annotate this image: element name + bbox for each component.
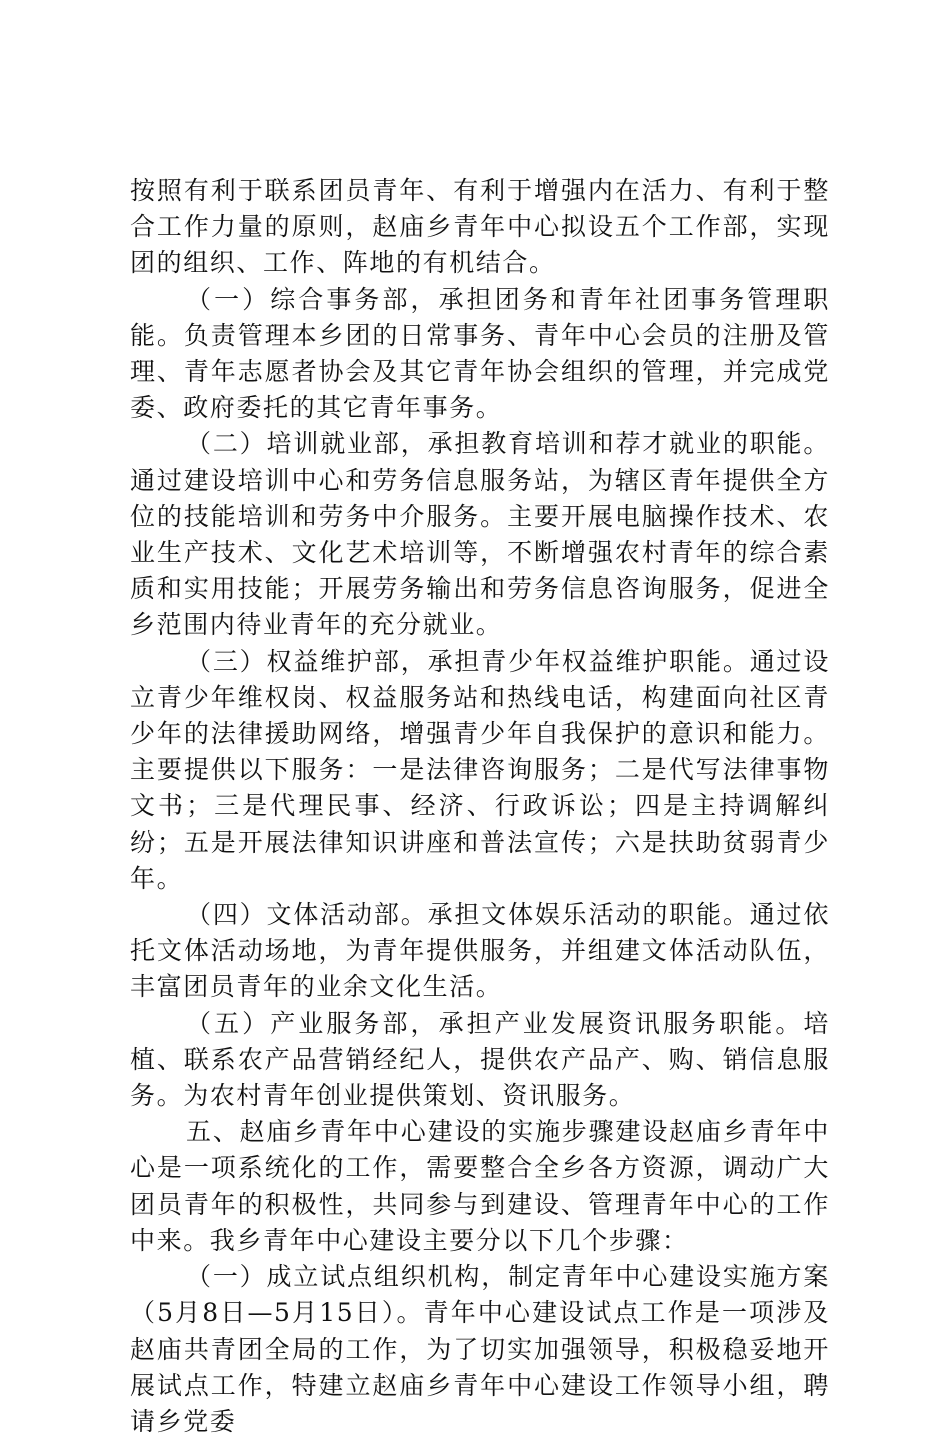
document-body	[130, 173, 830, 1440]
paragraph-rights-protection-dept: （三）权益维护部，承担青少年权益维护职能。通过设立青少年维权岗、权益服务站和热线电话，构建面向社区青少年的法律援助网络，增强青少年自我保护的意识和能力。主要提供以下服务：一是法律咨询服务；二是代写法律事物文书；三是代理民事、经济、行政诉讼；四是主持调解纠纷；五是开展法律知识讲座和普法宣传；六是扶助贫弱青少年。	[130, 646, 830, 893]
paragraph-intro: 按照有利于联系团员青年、有利于增强内在活力、有利于整合工作力量的原则，赵庙乡青年中心拟设五个工作部，实现团的组织、工作、阵地的有机结合。	[130, 176, 830, 278]
paragraph-step-one: （一）成立试点组织机构，制定青年中心建设实施方案（5月8日—5月15日）。青年中心建设试点工作是一项涉及赵庙共青团全局的工作，为了切实加强领导，积极稳妥地开展试点工作，特建立赵庙乡青年中心建设工作领导小组，聘请乡党委	[130, 1262, 830, 1436]
paragraph-culture-sports-dept: （四）文体活动部。承担文体娱乐活动的职能。通过依托文体活动场地，为青年提供服务，并组建文体活动队伍，丰富团员青年的业余文化生活。	[130, 900, 830, 1002]
paragraph-general-affairs-dept: （一）综合事务部，承担团务和青年社团事务管理职能。负责管理本乡团的日常事务、青年中心会员的注册及管理、青年志愿者协会及其它青年协会组织的管理，并完成党委、政府委托的其它青年事务。	[130, 284, 830, 423]
paragraph-implementation-steps: 五、赵庙乡青年中心建设的实施步骤建设赵庙乡青年中心是一项系统化的工作，需要整合全乡各方资源，调动广大团员青年的积极性，共同参与到建设、管理青年中心的工作中来。我乡青年中心建设主要分以下几个步骤：	[130, 1117, 830, 1255]
paragraph-training-employment-dept: （二）培训就业部，承担教育培训和荐才就业的职能。通过建设培训中心和劳务信息服务站，为辖区青年提供全方位的技能培训和劳务中介服务。主要开展电脑操作技术、农业生产技术、文化艺术培训等，不断增强农村青年的综合素质和实用技能；开展劳务输出和劳务信息咨询服务，促进全乡范围内待业青年的充分就业。	[130, 429, 830, 640]
paragraph-industry-service-dept: （五）产业服务部，承担产业发展资讯服务职能。培植、联系农产品营销经纪人，提供农产品产、购、销信息服务。为农村青年创业提供策划、资讯服务。	[130, 1008, 830, 1111]
